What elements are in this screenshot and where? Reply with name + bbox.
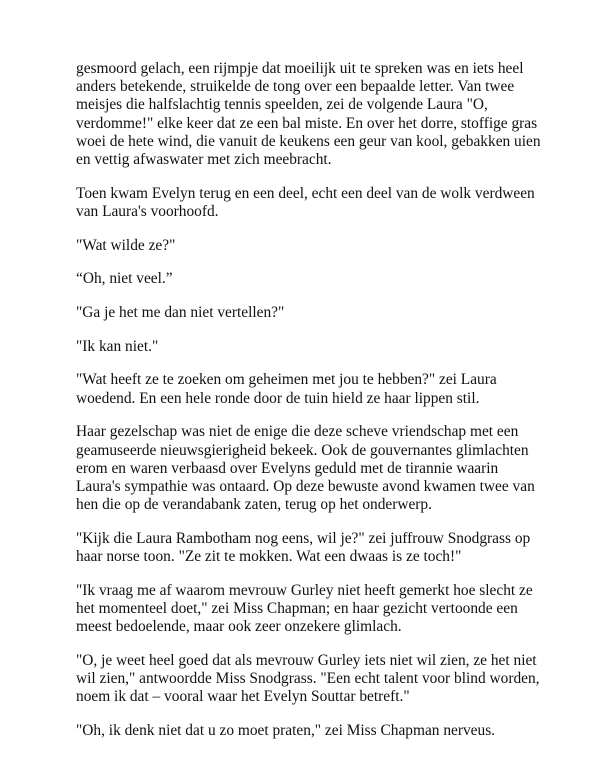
paragraph-6: "Ik kan niet."	[76, 337, 159, 355]
paragraph-2: Toen kwam Evelyn terug en een deel, echt een deel van de wolk verdween van Laura's voorhoofd.	[76, 184, 535, 220]
paragraph-11: "O, je weet heel goed dat als mevrouw Gurley iets niet wil zien, ze het niet wil zien," antwoordde Miss Snodgrass. "Een echt talent voor blind worden, noem ik dat – vooral waar het Evelyn Souttar betreft."	[76, 651, 540, 706]
paragraph-3: "Wat wilde ze?"	[76, 236, 176, 254]
paragraph-10: "Ik vraag me af waarom mevrouw Gurley niet heeft gemerkt hoe slecht ze het momenteel doet," zei Miss Chapman; en haar gezicht vertoonde een meest bedoelende, maar ook zeer onzekere glimlach.	[76, 581, 533, 636]
paragraph-1: gesmoord gelach, een rijmpje dat moeilijk uit te spreken was en iets heel anders betekende, struikelde de tong over een bepaalde letter. Van twee meisjes die halfslachtig tennis speelden, zei de volgende Laura "O, verdomme!" elke keer dat ze een bal miste. En over het dorre, stoffige gras woei de hete wind, die vanuit de keukens een geur van kool, gebakken uien en vettig afwaswater met zich meebracht.	[76, 60, 541, 169]
document-page	[76, 60, 544, 756]
paragraph-9: "Kijk die Laura Rambotham nog eens, wil je?" zei juffrouw Snodgrass op haar norse toon. "Ze zit te mokken. Wat een dwaas is ze toch!"	[76, 529, 531, 566]
paragraph-4: “Oh, niet veel.”	[76, 270, 173, 288]
paragraph-5: "Ga je het me dan niet vertellen?"	[76, 304, 285, 322]
paragraph-8: Haar gezelschap was niet de enige die deze scheve vriendschap met een geamuseerde nieuwsgierigheid bekeek. Ook de gouvernantes glimlachten erom en waren verbaasd over Evelyns geduld met de tirannie waarin Laura's sympathie was ontaard. Op deze bewuste avond kwamen twee van hen die op de verandabank zaten, terug op het onderwerp.	[76, 423, 535, 514]
paragraph-12: "Oh, ik denk niet dat u zo moet praten," zei Miss Chapman nerveus.	[76, 721, 496, 739]
paragraph-7: "Wat heeft ze te zoeken om geheimen met jou te hebben?" zei Laura woedend. En een hele ronde door de tuin hield ze haar lippen stil.	[76, 371, 497, 407]
